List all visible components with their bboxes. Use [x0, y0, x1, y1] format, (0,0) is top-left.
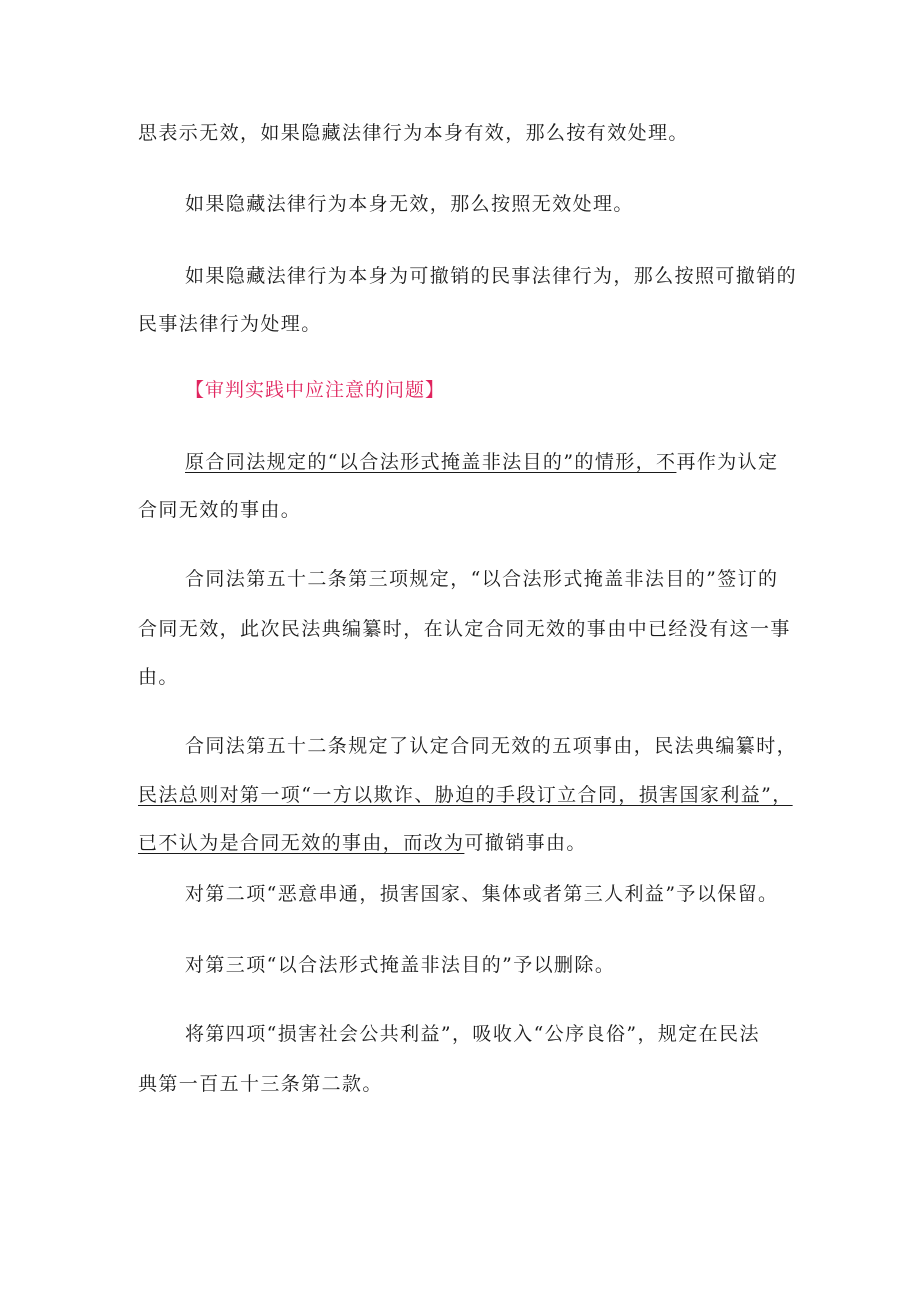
paragraph-line [185, 566, 778, 592]
underlined-text: 原合同法规定的“以合法形式掩盖非法目的”的情形，不 [185, 451, 677, 473]
paragraph-line [185, 1021, 760, 1047]
text-run: 思表示无效，如果隐藏法律行为本身有效，那么按有效处理。 [138, 122, 689, 144]
text-run: 对第二项“恶意串通，损害国家、集体或者第三人利益”予以保留。 [185, 883, 779, 905]
underlined-text: 民法总则对第一项“一方以欺诈、胁迫的手段订立合同，损害国家利益”， [138, 784, 793, 806]
text-run: 合同法第五十二条规定了认定合同无效的五项事由，民法典编纂时， [185, 735, 798, 757]
paragraph-line [185, 952, 615, 978]
underlined-text: 已不认为是合同无效的事由，而改为 [138, 832, 465, 854]
paragraph-line [138, 782, 793, 808]
paragraph-line [185, 191, 634, 217]
text-run: 对第三项“以合法形式掩盖非法目的”予以删除。 [185, 954, 616, 976]
paragraph-line [185, 449, 778, 475]
text-run: 民事法律行为处理。 [138, 313, 322, 335]
paragraph-line [138, 664, 179, 690]
text-run: 再作为认定 [676, 451, 779, 473]
section-heading [185, 377, 445, 403]
paragraph-line [138, 497, 301, 523]
text-run: 合同无效，此次民法典编纂时，在认定合同无效的事由中已经没有这一事 [138, 618, 791, 640]
paragraph-line [138, 1071, 383, 1097]
paragraph-line [185, 881, 778, 907]
heading-text: 【审判实践中应注意的问题】 [185, 379, 446, 401]
text-run: 合同无效的事由。 [138, 499, 302, 521]
paragraph-line [185, 263, 797, 289]
text-run: 如果隐藏法律行为本身无效，那么按照无效处理。 [185, 193, 634, 215]
paragraph-line [138, 830, 587, 856]
text-run: 如果隐藏法律行为本身为可撤销的民事法律行为，那么按照可撤销的 [185, 265, 798, 287]
text-run: 合同法第五十二条第三项规定，“以合法形式掩盖非法目的”签订的 [185, 568, 779, 590]
text-run: 由。 [138, 666, 179, 688]
paragraph-line [138, 311, 322, 337]
paragraph-line [138, 616, 791, 642]
text-run: 可撤销事由。 [464, 832, 587, 854]
text-run: 将第四项“损害社会公共利益”，吸收入“公序良俗”，规定在民法 [185, 1023, 760, 1045]
paragraph-line [138, 120, 689, 146]
paragraph-line [185, 733, 797, 759]
text-run: 典第一百五十三条第二款。 [138, 1073, 383, 1095]
